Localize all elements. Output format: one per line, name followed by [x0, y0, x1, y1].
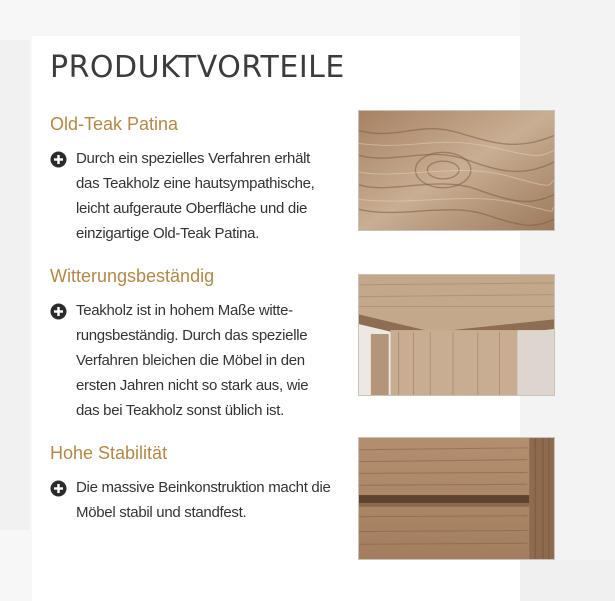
section-heading-weather: Witterungsbeständig — [50, 266, 215, 286]
teak-wood-grain-image — [358, 110, 555, 231]
section-heading-stability: Hohe Stabilität — [50, 443, 168, 463]
section-heading-patina: Old-Teak Patina — [50, 114, 179, 134]
bullet-patina — [50, 150, 335, 246]
teak-table-corner-image — [358, 274, 555, 396]
page-title: PRODUKTVORTEILE — [50, 50, 345, 85]
bullet-text-weather: Teakholz ist in hohem Maße witte-rungsbeständig. Durch das spezielle Verfahren bleichen die Möbel in den ersten Jahren nicht so stark aus, wie das bei Teakholz sonst üblich ist. — [76, 302, 309, 419]
plus-circle-icon — [50, 151, 67, 168]
teak-slats-image — [358, 437, 555, 560]
bullet-stability — [50, 479, 335, 525]
background-block — [0, 40, 30, 530]
bullet-text-stability: Die massive Beinkonstruktion macht die Möbel stabil und standfest. — [76, 479, 331, 521]
bullet-weather — [50, 302, 335, 423]
bullet-text-patina: Durch ein spezielles Verfahren erhält das Teakholz eine hautsympathische, leicht aufgeraute Oberfläche und die einzigartige Old-Teak Patina. — [76, 150, 315, 242]
plus-circle-icon — [50, 303, 67, 320]
plus-circle-icon — [50, 480, 67, 497]
